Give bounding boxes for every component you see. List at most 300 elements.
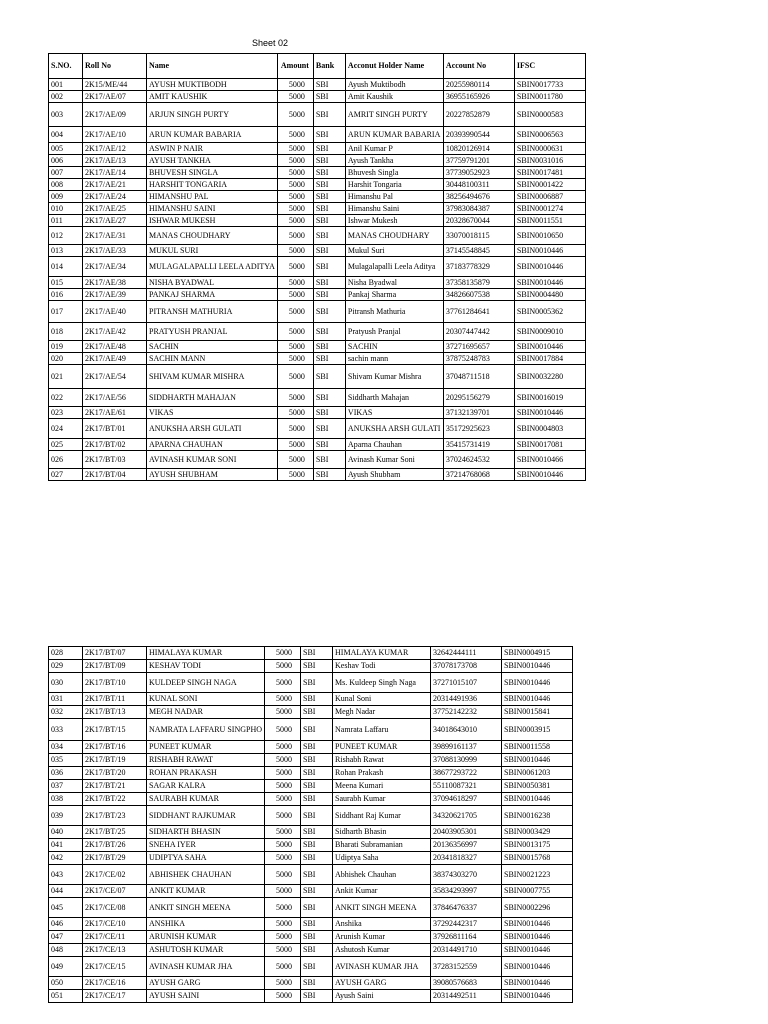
cell-account-no: 37145548845 bbox=[443, 245, 514, 257]
cell-amount: 5000 bbox=[277, 419, 313, 439]
cell-name: ASWIN P NAIR bbox=[147, 143, 278, 155]
cell-ifsc: SBIN0010466 bbox=[514, 451, 585, 469]
cell-amount: 5000 bbox=[265, 673, 301, 693]
cell-account-holder: Namrata Laffaru bbox=[333, 719, 431, 741]
cell-ifsc: SBIN0011780 bbox=[514, 91, 585, 103]
cell-account-no: 38374303270 bbox=[431, 865, 502, 885]
cell-account-holder: Pitransh Mathuria bbox=[345, 301, 443, 323]
cell-amount: 5000 bbox=[265, 754, 301, 767]
cell-account-no: 35415731419 bbox=[443, 439, 514, 451]
cell-account-no: 20341818327 bbox=[431, 852, 502, 865]
cell-bank: SBI bbox=[301, 706, 333, 719]
cell-sno: 044 bbox=[49, 885, 83, 898]
cell-bank: SBI bbox=[313, 341, 345, 353]
cell-ifsc: SBIN0000631 bbox=[514, 143, 585, 155]
cell-account-no: 37926811164 bbox=[431, 931, 502, 944]
cell-name: SAGAR KALRA bbox=[147, 780, 265, 793]
cell-account-holder: Siddhant Raj Kumar bbox=[333, 806, 431, 826]
cell-sno: 034 bbox=[49, 741, 83, 754]
cell-ifsc: SBIN0010446 bbox=[514, 257, 585, 277]
cell-name: NAMRATA LAFFARU SINGPHO bbox=[147, 719, 265, 741]
cell-sno: 010 bbox=[49, 203, 83, 215]
cell-roll-no: 2K17/CE/08 bbox=[83, 898, 147, 918]
cell-name: SIDDHARTH MAHAJAN bbox=[147, 389, 278, 407]
cell-sno: 049 bbox=[49, 957, 83, 977]
cell-name: ISHWAR MUKESH bbox=[147, 215, 278, 227]
cell-name: APARNA CHAUHAN bbox=[147, 439, 278, 451]
cell-bank: SBI bbox=[301, 693, 333, 706]
cell-bank: SBI bbox=[301, 885, 333, 898]
cell-account-holder: MANAS CHOUDHARY bbox=[345, 227, 443, 245]
cell-account-holder: Anshika bbox=[333, 918, 431, 931]
table-row bbox=[49, 79, 586, 91]
cell-sno: 046 bbox=[49, 918, 83, 931]
cell-ifsc: SBIN0004803 bbox=[514, 419, 585, 439]
cell-sno: 009 bbox=[49, 191, 83, 203]
cell-account-holder: Ashutosh Kumar bbox=[333, 944, 431, 957]
cell-bank: SBI bbox=[301, 647, 333, 660]
cell-account-no: 33070018115 bbox=[443, 227, 514, 245]
cell-account-holder: Mukul Suri bbox=[345, 245, 443, 257]
cell-account-holder: ANUKSHA ARSH GULATI bbox=[345, 419, 443, 439]
cell-bank: SBI bbox=[313, 451, 345, 469]
cell-bank: SBI bbox=[313, 407, 345, 419]
cell-sno: 002 bbox=[49, 91, 83, 103]
cell-roll-no: 2K17/AE/14 bbox=[83, 167, 147, 179]
cell-account-no: 20403905301 bbox=[431, 826, 502, 839]
cell-sno: 033 bbox=[49, 719, 83, 741]
table-row bbox=[49, 103, 586, 127]
table-row bbox=[49, 469, 586, 481]
table-row bbox=[49, 191, 586, 203]
header-account-holder: Acconut Holder Name bbox=[345, 54, 443, 79]
cell-roll-no: 2K17/BT/23 bbox=[83, 806, 147, 826]
cell-ifsc: SBIN0010446 bbox=[502, 660, 573, 673]
table-row bbox=[49, 944, 573, 957]
cell-account-no: 37358135879 bbox=[443, 277, 514, 289]
cell-amount: 5000 bbox=[265, 898, 301, 918]
cell-bank: SBI bbox=[301, 660, 333, 673]
cell-bank: SBI bbox=[301, 898, 333, 918]
cell-account-no: 37088130999 bbox=[431, 754, 502, 767]
table-row bbox=[49, 203, 586, 215]
cell-amount: 5000 bbox=[265, 865, 301, 885]
cell-account-no: 38256494676 bbox=[443, 191, 514, 203]
cell-name: PANKAJ SHARMA bbox=[147, 289, 278, 301]
table-row bbox=[49, 885, 573, 898]
cell-bank: SBI bbox=[301, 673, 333, 693]
cell-account-holder: Nisha Byadwal bbox=[345, 277, 443, 289]
table-row bbox=[49, 719, 573, 741]
cell-bank: SBI bbox=[313, 277, 345, 289]
cell-roll-no: 2K17/BT/20 bbox=[83, 767, 147, 780]
cell-bank: SBI bbox=[301, 767, 333, 780]
cell-name: SACHIN bbox=[147, 341, 278, 353]
cell-account-no: 20314492511 bbox=[431, 990, 502, 1003]
table-row bbox=[49, 451, 586, 469]
table-row bbox=[49, 754, 573, 767]
cell-account-holder: Abhishek Chauhan bbox=[333, 865, 431, 885]
cell-bank: SBI bbox=[313, 143, 345, 155]
cell-roll-no: 2K17/BT/09 bbox=[83, 660, 147, 673]
cell-amount: 5000 bbox=[277, 389, 313, 407]
cell-ifsc: SBIN0006887 bbox=[514, 191, 585, 203]
cell-amount: 5000 bbox=[265, 944, 301, 957]
cell-amount: 5000 bbox=[277, 353, 313, 365]
cell-roll-no: 2K17/CE/13 bbox=[83, 944, 147, 957]
cell-account-no: 37094618297 bbox=[431, 793, 502, 806]
cell-account-no: 35172925623 bbox=[443, 419, 514, 439]
cell-roll-no: 2K17/CE/07 bbox=[83, 885, 147, 898]
table-row bbox=[49, 439, 586, 451]
cell-account-holder: ARUN KUMAR BABARIA bbox=[345, 127, 443, 143]
cell-ifsc: SBIN0003915 bbox=[502, 719, 573, 741]
table-row bbox=[49, 167, 586, 179]
cell-account-holder: Pankaj Sharma bbox=[345, 289, 443, 301]
cell-account-no: 37214768068 bbox=[443, 469, 514, 481]
cell-bank: SBI bbox=[301, 839, 333, 852]
cell-account-no: 34018643010 bbox=[431, 719, 502, 741]
cell-sno: 022 bbox=[49, 389, 83, 407]
table-row bbox=[49, 673, 573, 693]
cell-sno: 051 bbox=[49, 990, 83, 1003]
cell-bank: SBI bbox=[313, 289, 345, 301]
table-row bbox=[49, 227, 586, 245]
cell-amount: 5000 bbox=[265, 719, 301, 741]
cell-roll-no: 2K17/AE/48 bbox=[83, 341, 147, 353]
cell-amount: 5000 bbox=[265, 957, 301, 977]
cell-amount: 5000 bbox=[265, 693, 301, 706]
cell-amount: 5000 bbox=[277, 127, 313, 143]
cell-account-no: 32642444111 bbox=[431, 647, 502, 660]
table-row bbox=[49, 780, 573, 793]
cell-ifsc: SBIN0031016 bbox=[514, 155, 585, 167]
cell-amount: 5000 bbox=[277, 91, 313, 103]
cell-name: VIKAS bbox=[147, 407, 278, 419]
cell-sno: 037 bbox=[49, 780, 83, 793]
cell-bank: SBI bbox=[301, 852, 333, 865]
cell-name: SIDHARTH BHASIN bbox=[147, 826, 265, 839]
cell-roll-no: 2K17/AE/39 bbox=[83, 289, 147, 301]
cell-name: PUNEET KUMAR bbox=[147, 741, 265, 754]
table-row bbox=[49, 931, 573, 944]
table-row bbox=[49, 365, 586, 389]
cell-bank: SBI bbox=[313, 203, 345, 215]
cell-amount: 5000 bbox=[277, 341, 313, 353]
cell-account-holder: Himanshu Saini bbox=[345, 203, 443, 215]
cell-ifsc: SBIN0013175 bbox=[502, 839, 573, 852]
table-row bbox=[49, 407, 586, 419]
cell-ifsc: SBIN0017081 bbox=[514, 439, 585, 451]
cell-account-no: 37183778329 bbox=[443, 257, 514, 277]
cell-sno: 017 bbox=[49, 301, 83, 323]
cell-sno: 029 bbox=[49, 660, 83, 673]
cell-amount: 5000 bbox=[277, 79, 313, 91]
cell-account-holder: Megh Nadar bbox=[333, 706, 431, 719]
cell-ifsc: SBIN0010446 bbox=[514, 341, 585, 353]
cell-account-no: 37752142232 bbox=[431, 706, 502, 719]
cell-name: ASHUTOSH KUMAR bbox=[147, 944, 265, 957]
table-row bbox=[49, 647, 573, 660]
cell-ifsc: SBIN0010446 bbox=[514, 469, 585, 481]
cell-account-no: 20307447442 bbox=[443, 323, 514, 341]
cell-bank: SBI bbox=[313, 191, 345, 203]
cell-bank: SBI bbox=[301, 957, 333, 977]
cell-account-no: 37078173708 bbox=[431, 660, 502, 673]
cell-roll-no: 2K17/CE/11 bbox=[83, 931, 147, 944]
cell-account-no: 10820126914 bbox=[443, 143, 514, 155]
cell-account-no: 38677293722 bbox=[431, 767, 502, 780]
cell-bank: SBI bbox=[313, 103, 345, 127]
cell-name: ANKIT KUMAR bbox=[147, 885, 265, 898]
table-row bbox=[49, 245, 586, 257]
cell-account-holder: Rishabh Rawat bbox=[333, 754, 431, 767]
cell-ifsc: SBIN0015841 bbox=[502, 706, 573, 719]
cell-sno: 001 bbox=[49, 79, 83, 91]
cell-bank: SBI bbox=[313, 365, 345, 389]
cell-ifsc: SBIN0010446 bbox=[502, 673, 573, 693]
table-row bbox=[49, 977, 573, 990]
cell-name: SACHIN MANN bbox=[147, 353, 278, 365]
cell-amount: 5000 bbox=[265, 990, 301, 1003]
cell-ifsc: SBIN0010446 bbox=[502, 693, 573, 706]
cell-amount: 5000 bbox=[277, 289, 313, 301]
cell-amount: 5000 bbox=[277, 179, 313, 191]
cell-bank: SBI bbox=[301, 780, 333, 793]
accounts-table-page-2 bbox=[48, 646, 573, 1003]
cell-ifsc: SBIN0017733 bbox=[514, 79, 585, 91]
cell-ifsc: SBIN0005362 bbox=[514, 301, 585, 323]
cell-bank: SBI bbox=[301, 826, 333, 839]
cell-roll-no: 2K17/AE/31 bbox=[83, 227, 147, 245]
cell-account-no: 37761284641 bbox=[443, 301, 514, 323]
cell-sno: 027 bbox=[49, 469, 83, 481]
header-ifsc: IFSC bbox=[514, 54, 585, 79]
cell-name: ANKIT SINGH MEENA bbox=[147, 898, 265, 918]
cell-bank: SBI bbox=[313, 215, 345, 227]
cell-roll-no: 2K17/BT/25 bbox=[83, 826, 147, 839]
cell-bank: SBI bbox=[313, 389, 345, 407]
cell-sno: 023 bbox=[49, 407, 83, 419]
cell-account-no: 37846476337 bbox=[431, 898, 502, 918]
cell-amount: 5000 bbox=[277, 155, 313, 167]
cell-bank: SBI bbox=[313, 127, 345, 143]
cell-name: AYUSH MUKTIBODH bbox=[147, 79, 278, 91]
cell-amount: 5000 bbox=[277, 323, 313, 341]
table-row bbox=[49, 301, 586, 323]
table-row bbox=[49, 767, 573, 780]
table-row bbox=[49, 91, 586, 103]
header-amount: Amount bbox=[277, 54, 313, 79]
cell-roll-no: 2K17/CE/10 bbox=[83, 918, 147, 931]
cell-account-no: 37292442317 bbox=[431, 918, 502, 931]
table-row bbox=[49, 353, 586, 365]
cell-account-holder: Aparna Chauhan bbox=[345, 439, 443, 451]
cell-roll-no: 2K17/AE/56 bbox=[83, 389, 147, 407]
table-row bbox=[49, 865, 573, 885]
cell-ifsc: SBIN0002296 bbox=[502, 898, 573, 918]
cell-amount: 5000 bbox=[277, 365, 313, 389]
cell-bank: SBI bbox=[313, 257, 345, 277]
cell-roll-no: 2K17/AE/09 bbox=[83, 103, 147, 127]
table-row bbox=[49, 277, 586, 289]
cell-account-holder: Amit Kaushik bbox=[345, 91, 443, 103]
header-sno: S.NO. bbox=[49, 54, 83, 79]
cell-roll-no: 2K17/BT/13 bbox=[83, 706, 147, 719]
cell-ifsc: SBIN0010446 bbox=[502, 990, 573, 1003]
cell-sno: 030 bbox=[49, 673, 83, 693]
cell-account-holder: VIKAS bbox=[345, 407, 443, 419]
cell-account-holder: Meena Kumari bbox=[333, 780, 431, 793]
cell-ifsc: SBIN0011558 bbox=[502, 741, 573, 754]
cell-sno: 039 bbox=[49, 806, 83, 826]
cell-amount: 5000 bbox=[265, 780, 301, 793]
cell-amount: 5000 bbox=[277, 451, 313, 469]
cell-roll-no: 2K17/AE/54 bbox=[83, 365, 147, 389]
cell-sno: 041 bbox=[49, 839, 83, 852]
cell-amount: 5000 bbox=[265, 977, 301, 990]
cell-sno: 043 bbox=[49, 865, 83, 885]
cell-account-no: 36955165926 bbox=[443, 91, 514, 103]
cell-roll-no: 2K17/BT/07 bbox=[83, 647, 147, 660]
cell-account-holder: Anil Kumar P bbox=[345, 143, 443, 155]
cell-account-no: 37283152559 bbox=[431, 957, 502, 977]
cell-sno: 031 bbox=[49, 693, 83, 706]
cell-name: ARUN KUMAR BABARIA bbox=[147, 127, 278, 143]
cell-ifsc: SBIN0010446 bbox=[514, 245, 585, 257]
cell-roll-no: 2K17/AE/10 bbox=[83, 127, 147, 143]
cell-name: UDIPTYA SAHA bbox=[147, 852, 265, 865]
cell-ifsc: SBIN0010446 bbox=[514, 277, 585, 289]
cell-bank: SBI bbox=[313, 227, 345, 245]
cell-name: AVINASH KUMAR SONI bbox=[147, 451, 278, 469]
cell-amount: 5000 bbox=[265, 918, 301, 931]
cell-name: AYUSH SAINI bbox=[147, 990, 265, 1003]
cell-ifsc: SBIN0010446 bbox=[502, 918, 573, 931]
cell-account-no: 37132139701 bbox=[443, 407, 514, 419]
cell-sno: 015 bbox=[49, 277, 83, 289]
cell-amount: 5000 bbox=[277, 301, 313, 323]
cell-name: RISHABH RAWAT bbox=[147, 754, 265, 767]
cell-name: HIMANSHU PAL bbox=[147, 191, 278, 203]
table-header-row bbox=[49, 54, 586, 79]
cell-amount: 5000 bbox=[277, 245, 313, 257]
cell-name: KUNAL SONI bbox=[147, 693, 265, 706]
cell-account-holder: Sidharth Bhasin bbox=[333, 826, 431, 839]
cell-roll-no: 2K17/BT/29 bbox=[83, 852, 147, 865]
table-row bbox=[49, 839, 573, 852]
header-account-no: Account No bbox=[443, 54, 514, 79]
cell-sno: 045 bbox=[49, 898, 83, 918]
cell-sno: 014 bbox=[49, 257, 83, 277]
table-row bbox=[49, 323, 586, 341]
cell-name: ANSHIKA bbox=[147, 918, 265, 931]
cell-roll-no: 2K17/AE/27 bbox=[83, 215, 147, 227]
cell-roll-no: 2K17/CE/17 bbox=[83, 990, 147, 1003]
cell-ifsc: SBIN0010446 bbox=[502, 793, 573, 806]
cell-name: AVINASH KUMAR JHA bbox=[147, 957, 265, 977]
table-row bbox=[49, 990, 573, 1003]
cell-name: ROHAN PRAKASH bbox=[147, 767, 265, 780]
cell-bank: SBI bbox=[301, 865, 333, 885]
cell-account-holder: PUNEET KUMAR bbox=[333, 741, 431, 754]
table-row bbox=[49, 706, 573, 719]
cell-amount: 5000 bbox=[277, 215, 313, 227]
cell-account-holder: Himanshu Pal bbox=[345, 191, 443, 203]
cell-sno: 028 bbox=[49, 647, 83, 660]
cell-ifsc: SBIN0010446 bbox=[502, 957, 573, 977]
cell-name: AYUSH SHUBHAM bbox=[147, 469, 278, 481]
cell-account-holder: Shivam Kumar Mishra bbox=[345, 365, 443, 389]
cell-account-no: 20314491710 bbox=[431, 944, 502, 957]
cell-bank: SBI bbox=[313, 91, 345, 103]
cell-account-no: 30448100311 bbox=[443, 179, 514, 191]
cell-account-holder: Avinash Kumar Soni bbox=[345, 451, 443, 469]
cell-roll-no: 2K17/BT/04 bbox=[83, 469, 147, 481]
table-row bbox=[49, 127, 586, 143]
cell-roll-no: 2K17/AE/24 bbox=[83, 191, 147, 203]
cell-account-holder: Ms. Kuldeep Singh Naga bbox=[333, 673, 431, 693]
cell-account-no: 20328670044 bbox=[443, 215, 514, 227]
cell-ifsc: SBIN0015768 bbox=[502, 852, 573, 865]
cell-name: MEGH NADAR bbox=[147, 706, 265, 719]
cell-amount: 5000 bbox=[277, 439, 313, 451]
cell-sno: 018 bbox=[49, 323, 83, 341]
cell-bank: SBI bbox=[313, 469, 345, 481]
cell-account-no: 34320621705 bbox=[431, 806, 502, 826]
cell-bank: SBI bbox=[313, 323, 345, 341]
cell-ifsc: SBIN0007755 bbox=[502, 885, 573, 898]
cell-account-holder: AMRIT SINGH PURTY bbox=[345, 103, 443, 127]
cell-sno: 016 bbox=[49, 289, 83, 301]
cell-account-no: 20295156279 bbox=[443, 389, 514, 407]
cell-account-holder: Ankit Kumar bbox=[333, 885, 431, 898]
cell-ifsc: SBIN0010650 bbox=[514, 227, 585, 245]
cell-amount: 5000 bbox=[277, 227, 313, 245]
cell-name: MUKUL SURI bbox=[147, 245, 278, 257]
cell-amount: 5000 bbox=[277, 407, 313, 419]
cell-sno: 019 bbox=[49, 341, 83, 353]
cell-account-no: 35834293997 bbox=[431, 885, 502, 898]
cell-account-holder: HIMALAYA KUMAR bbox=[333, 647, 431, 660]
accounts-table-page-1 bbox=[48, 53, 586, 481]
cell-name: ARJUN SINGH PURTY bbox=[147, 103, 278, 127]
cell-roll-no: 2K17/AE/13 bbox=[83, 155, 147, 167]
cell-roll-no: 2K17/AE/34 bbox=[83, 257, 147, 277]
cell-bank: SBI bbox=[301, 754, 333, 767]
cell-sno: 013 bbox=[49, 245, 83, 257]
cell-name: MANAS CHOUDHARY bbox=[147, 227, 278, 245]
cell-ifsc: SBIN0010446 bbox=[502, 977, 573, 990]
cell-account-holder: ANKIT SINGH MEENA bbox=[333, 898, 431, 918]
cell-sno: 007 bbox=[49, 167, 83, 179]
cell-bank: SBI bbox=[301, 990, 333, 1003]
cell-account-holder: Kunal Soni bbox=[333, 693, 431, 706]
cell-account-holder: Siddharth Mahajan bbox=[345, 389, 443, 407]
cell-account-no: 37271695657 bbox=[443, 341, 514, 353]
cell-ifsc: SBIN0010446 bbox=[502, 944, 573, 957]
cell-account-no: 55110087321 bbox=[431, 780, 502, 793]
cell-account-no: 39899161137 bbox=[431, 741, 502, 754]
cell-sno: 040 bbox=[49, 826, 83, 839]
cell-amount: 5000 bbox=[265, 706, 301, 719]
cell-roll-no: 2K15/ME/44 bbox=[83, 79, 147, 91]
cell-sno: 021 bbox=[49, 365, 83, 389]
cell-sno: 035 bbox=[49, 754, 83, 767]
table-row bbox=[49, 693, 573, 706]
cell-amount: 5000 bbox=[265, 931, 301, 944]
cell-roll-no: 2K17/AE/33 bbox=[83, 245, 147, 257]
